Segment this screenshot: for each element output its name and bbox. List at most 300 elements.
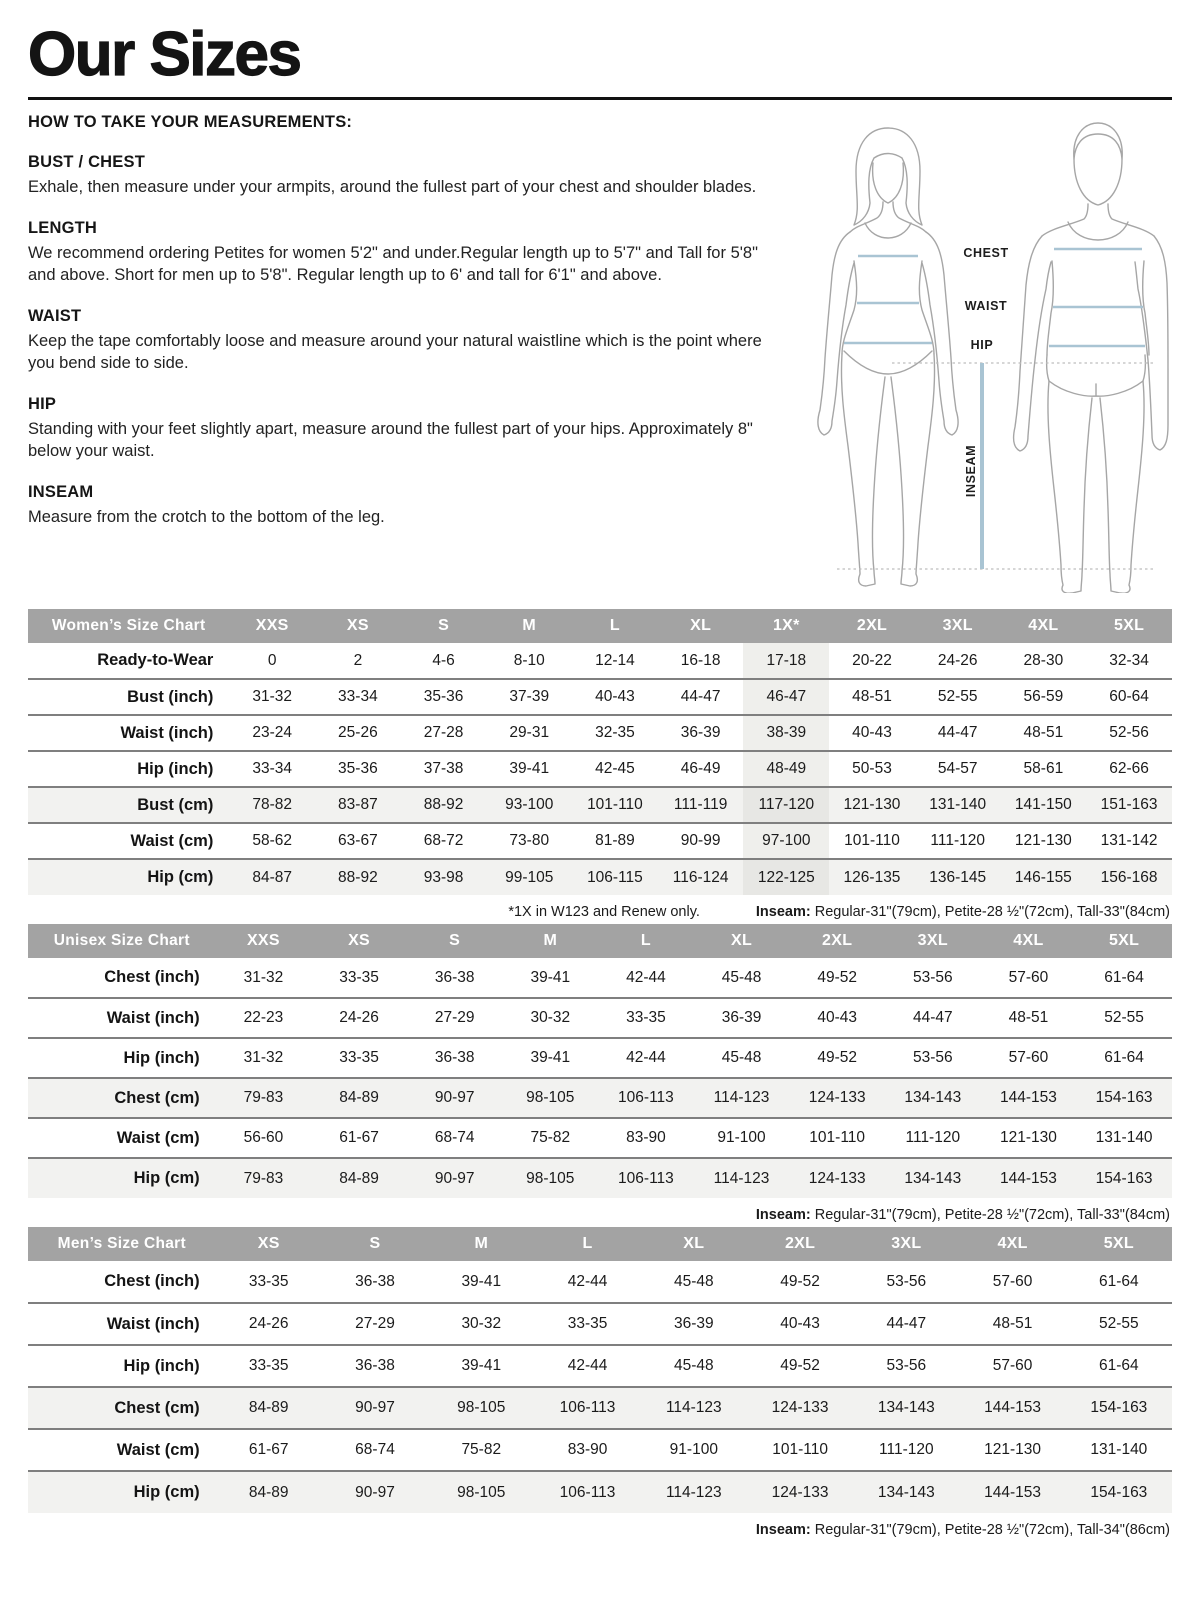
size-cell: 121-130 [843,796,901,813]
header-row [28,1227,1172,1261]
size-cell: 0 [267,651,277,669]
size-cell: 53-56 [886,1357,927,1374]
size-cell: 84-89 [248,1483,289,1501]
size-cell: 144-153 [984,1399,1042,1416]
size-cell: 136-145 [929,868,987,886]
size-cell: 29-31 [509,724,550,741]
column-header: M [502,924,598,958]
woman-hair [854,128,922,225]
size-cell: 36-38 [355,1272,395,1290]
size-cell: 88-92 [423,796,464,813]
size-cell: 68-74 [434,1129,475,1146]
unisex-footnote [28,1207,1170,1227]
size-cell: 111-120 [905,1129,961,1146]
woman-tank-neckline [865,223,911,238]
column-header: XS [216,1227,322,1261]
man-figure [1014,123,1168,593]
size-cell: 36-38 [434,1049,475,1066]
size-cell: 131-142 [1100,832,1158,849]
size-cell: 121-130 [999,1129,1057,1146]
size-cell: 33-35 [567,1315,608,1332]
size-cell: 83-87 [338,796,378,813]
size-cell: 33-35 [248,1357,289,1374]
size-cell: 39-41 [461,1357,502,1374]
size-cell: 78-82 [252,796,293,813]
section-body: We recommend ordering Petites for women 5'2" and under.Regular length up to 5'7" and Tall for 5'8" and above. Short for men up to 5'8". Regular length up to 6' and tall for 6'1" and above. [28,244,758,284]
size-cell: 44-47 [937,724,978,741]
table-row [28,715,1172,751]
size-cell: 121-130 [1014,832,1072,849]
size-cell: 106-113 [559,1399,616,1416]
size-cell: 88-92 [338,868,378,886]
size-cell: 45-48 [721,968,762,986]
size-cell: 73-80 [509,832,550,849]
column-header: 4XL [1001,609,1087,643]
row-label: Hip (cm) [147,868,214,886]
size-cell: 35-36 [423,688,464,705]
column-header: 4XL [959,1227,1065,1261]
header-row [28,924,1172,958]
size-cell: 8-10 [513,651,545,669]
table-row [28,1429,1172,1471]
size-cell: 61-64 [1099,1357,1139,1374]
size-cell: 44-47 [912,1009,953,1026]
size-cell: 124-133 [771,1483,829,1501]
size-cell: 33-34 [338,688,378,705]
size-cell: 44-47 [886,1315,927,1332]
women-footnote [28,904,1170,924]
size-cell: 52-56 [1109,724,1149,741]
row-label: Waist (inch) [106,1314,200,1333]
top-section [28,113,1172,593]
column-header: S [401,609,487,643]
table-row [28,679,1172,715]
size-cell: 91-100 [717,1129,766,1146]
size-cell: 24-26 [248,1315,289,1332]
size-cell: 154-163 [1090,1483,1148,1501]
size-cell: 17-18 [743,643,829,679]
size-cell: 151-163 [1100,796,1158,813]
size-cell: 121-130 [984,1441,1042,1458]
size-cell: 68-74 [355,1441,395,1458]
size-cell: 2 [353,651,363,669]
size-cell: 39-41 [530,968,571,986]
table-row [28,1471,1172,1513]
table-title: Men’s Size Chart [28,1227,216,1261]
column-header: 2XL [789,924,885,958]
size-cell: 39-41 [530,1049,571,1066]
table-row [28,1118,1172,1158]
man-right-leg [1100,381,1144,593]
size-cell: 62-66 [1109,760,1149,777]
size-cell: 48-51 [1023,724,1064,741]
table-row [28,823,1172,859]
size-cell: 49-52 [780,1357,820,1374]
size-cell: 56-60 [243,1129,284,1146]
man-right-arm [1135,236,1168,450]
size-cell: 20-22 [852,651,892,669]
size-cell: 83-90 [626,1129,666,1146]
size-cell: 23-24 [252,724,293,741]
size-cell: 12-14 [595,651,635,669]
row-label: Hip (cm) [133,1483,200,1501]
size-cell: 53-56 [912,968,953,986]
table-row [28,1345,1172,1387]
size-cell: 49-52 [780,1272,820,1290]
size-cell: 61-64 [1104,1049,1144,1066]
man-left-leg [1048,381,1092,593]
size-cell: 40-43 [780,1315,820,1332]
size-cell: 98-105 [526,1089,575,1106]
row-label: Waist (cm) [116,1128,200,1147]
women-size-chart-section [28,609,1172,924]
woman-torso [842,261,934,354]
size-cell: 36-38 [355,1357,395,1374]
size-cell: 90-97 [355,1483,395,1501]
size-cell: 68-72 [423,832,464,849]
size-cell: 131-140 [929,796,987,813]
size-cell: 30-32 [461,1315,502,1332]
size-cell: 42-44 [626,1049,666,1066]
size-cell: 134-143 [904,1169,962,1187]
row-label: Bust (inch) [127,687,214,706]
row-label: Chest (inch) [104,1272,200,1290]
size-cell: 146-155 [1014,868,1072,886]
section-body: Measure from the crotch to the bottom of the leg. [28,508,385,527]
woman-face [873,163,904,203]
size-cell: 27-29 [434,1009,475,1026]
size-cell: 48-51 [992,1315,1033,1332]
man-left-arm [1014,236,1051,451]
size-cell: 36-39 [680,724,721,741]
woman-right-leg [891,354,935,586]
body-measurement-illustration [780,113,1172,593]
size-cell: 84-89 [339,1169,379,1187]
size-cell: 40-43 [817,1009,857,1026]
size-cell: 154-163 [1090,1399,1148,1416]
column-header: XL [694,924,790,958]
size-cell: 61-67 [339,1129,379,1146]
size-cell: 114-123 [713,1089,770,1106]
size-cell: 114-123 [713,1169,770,1187]
inseam-note: Inseam: Regular-31"(79cm), Petite-28 ½"(72cm), Tall-34"(86cm) [755,1522,1170,1538]
table-row [28,1158,1172,1198]
size-cell: 53-56 [912,1049,953,1066]
size-cell: 48-51 [852,688,892,705]
size-cell: 57-60 [992,1272,1033,1290]
size-cell: 42-44 [626,968,666,986]
table-row [28,1303,1172,1345]
size-cell: 156-168 [1100,868,1158,886]
table-row [28,1387,1172,1429]
size-cell: 84-87 [252,868,293,886]
size-cell: 46-47 [743,679,829,715]
size-cell: 39-41 [509,760,550,777]
row-label: Chest (cm) [114,1398,200,1417]
size-cell: 22-23 [243,1009,284,1026]
column-header: XS [315,609,401,643]
size-cell: 61-64 [1104,968,1144,986]
size-cell: 37-38 [423,760,464,777]
size-cell: 114-123 [665,1399,722,1416]
size-cell: 33-35 [626,1009,666,1026]
size-cell: 32-34 [1109,651,1149,669]
size-cell: 98-105 [526,1169,575,1187]
size-cell: 37-39 [509,688,550,705]
size-cell: 45-48 [721,1049,762,1066]
size-cell: 114-123 [665,1483,722,1501]
size-cell: 106-115 [587,868,643,886]
section-body: Standing with your feet slightly apart, measure around the fullest part of your hips. Approximately 8" below your waist. [28,420,753,460]
size-cell: 35-36 [338,760,378,777]
size-cell: 27-28 [423,724,464,741]
size-cell: 52-55 [1099,1315,1139,1332]
column-header: XXS [216,924,312,958]
table-row [28,1038,1172,1078]
size-cell: 144-153 [984,1483,1042,1501]
size-cell: 144-153 [999,1169,1057,1187]
size-cell: 93-100 [505,796,554,813]
size-cell: 49-52 [817,1049,857,1066]
size-cell: 131-140 [1095,1129,1153,1146]
inseam-label: INSEAM [964,444,978,498]
column-header: 5XL [1076,924,1172,958]
size-cell: 56-59 [1023,688,1064,705]
size-cell: 79-83 [243,1169,284,1187]
hip-label: HIP [970,338,994,352]
section-inseam [28,483,772,528]
size-cell: 111-120 [879,1441,934,1458]
size-cell: 44-47 [680,688,721,705]
size-cell: 33-35 [339,968,379,986]
size-cell: 90-97 [355,1399,395,1416]
column-header: 4XL [981,924,1077,958]
table-row [28,958,1172,998]
row-label: Hip (inch) [123,1048,200,1067]
row-label: Waist (cm) [130,831,214,850]
size-cell: 75-82 [461,1441,502,1458]
size-cell: 90-99 [680,832,721,849]
size-cell: 39-41 [461,1272,502,1290]
size-cell: 33-35 [248,1272,289,1290]
column-header: XS [311,924,407,958]
section-title: INSEAM [28,483,94,502]
column-header: XXS [229,609,315,643]
size-cell: 33-34 [252,760,293,777]
size-cell: 98-105 [457,1399,506,1416]
men-size-chart-section [28,1227,1172,1542]
size-cell: 124-133 [771,1399,829,1416]
size-cell: 24-26 [937,651,978,669]
table-title: Women’s Size Chart [28,609,229,643]
table-title: Unisex Size Chart [28,924,216,958]
size-cell: 25-26 [338,724,378,741]
row-label: Chest (cm) [114,1088,200,1107]
size-cell: 52-55 [937,688,978,705]
row-label: Hip (inch) [123,1356,200,1375]
woman-right-arm [922,232,958,435]
size-cell: 24-26 [339,1009,379,1026]
size-cell: 141-150 [1014,796,1072,813]
man-face [1074,159,1122,205]
column-header: 3XL [885,924,981,958]
size-cell: 90-97 [434,1089,475,1106]
unisex-size-table [28,924,1172,1198]
size-cell: 90-97 [434,1169,475,1187]
woman-figure [818,128,958,586]
size-cell: 28-30 [1023,651,1064,669]
man-hair [1074,123,1122,159]
row-label: Bust (cm) [137,795,214,814]
size-cell: 154-163 [1095,1089,1153,1106]
man-tank-neckline [1068,222,1128,240]
size-cell: 101-110 [772,1441,828,1458]
size-cell: 30-32 [530,1009,571,1026]
size-cell: 122-125 [743,859,829,895]
row-label: Waist (inch) [120,723,214,742]
men-size-table [28,1227,1172,1513]
table-row [28,859,1172,895]
size-cell: 106-113 [618,1169,674,1187]
asterisk-note: *1X in W123 and Renew only. [508,904,700,920]
size-cell: 124-133 [808,1089,866,1106]
size-cell: 84-89 [339,1089,379,1106]
row-label: Hip (cm) [133,1169,200,1187]
row-label: Waist (cm) [116,1440,200,1459]
size-cell: 36-38 [434,968,475,986]
size-cell: 31-32 [243,1049,284,1066]
row-label: Waist (inch) [106,1008,200,1027]
column-header: XL [641,1227,747,1261]
size-cell: 101-110 [844,832,900,849]
size-cell: 134-143 [877,1399,935,1416]
size-cell: 101-110 [809,1129,866,1146]
size-cell: 144-153 [999,1089,1057,1106]
size-cell: 57-60 [1008,1049,1049,1066]
size-cell: 134-143 [904,1089,962,1106]
table-row [28,787,1172,823]
man-shorts [1047,355,1146,396]
column-header: 1X* [743,609,829,643]
column-header: 3XL [915,609,1001,643]
size-cell: 63-67 [338,832,378,849]
size-cell: 61-67 [248,1441,289,1458]
section-title: HIP [28,395,57,414]
section-body: Keep the tape comfortably loose and measure around your natural waistline which is the point where you bend side to side. [28,332,762,372]
section-title: LENGTH [28,219,98,238]
column-header: S [407,924,503,958]
inseam-note: Inseam: Regular-31"(79cm), Petite-28 ½"(72cm), Tall-33"(84cm) [755,904,1170,920]
size-cell: 31-32 [243,968,284,986]
women-size-table [28,609,1172,895]
size-cell: 117-120 [743,787,829,823]
title-divider [28,97,1172,100]
size-cell: 53-56 [886,1272,927,1290]
size-cell: 42-44 [567,1357,608,1374]
size-cell: 83-90 [567,1441,608,1458]
size-cell: 106-113 [618,1089,674,1106]
size-cell: 54-57 [937,760,978,777]
size-cell: 16-18 [680,651,721,669]
table-row [28,643,1172,679]
column-header: 3XL [853,1227,959,1261]
size-cell: 42-45 [595,760,635,777]
size-cell: 46-49 [680,760,721,777]
size-cell: 106-113 [559,1483,616,1501]
size-cell: 97-100 [743,823,829,859]
column-header: M [428,1227,534,1261]
size-cell: 32-35 [595,724,635,741]
section-title: BUST / CHEST [28,153,145,171]
table-row [28,998,1172,1038]
size-cell: 31-32 [252,688,293,705]
size-cell: 98-105 [457,1483,506,1501]
waist-label: WAIST [964,299,1008,313]
size-cell: 36-39 [721,1009,762,1026]
size-cell: 131-140 [1090,1441,1148,1458]
size-cell: 52-55 [1104,1009,1144,1026]
men-footnote [28,1522,1170,1542]
woman-neck-shoulders [850,202,926,232]
size-cell: 124-133 [808,1169,866,1187]
size-cell: 48-49 [743,751,829,787]
size-cell: 134-143 [877,1483,935,1501]
woman-left-arm [818,232,854,435]
size-cell: 79-83 [243,1089,284,1106]
column-header: 5XL [1086,609,1172,643]
size-cell: 126-135 [843,868,901,886]
size-cell: 84-89 [248,1399,289,1416]
size-cell: 38-39 [743,715,829,751]
size-cell: 60-64 [1109,688,1149,705]
row-label: Ready-to-Wear [97,651,214,669]
measurement-instructions [28,113,780,593]
section-body: Exhale, then measure under your armpits, around the fullest part of your chest and shoulder blades. [28,178,757,196]
woman-hip-line [844,351,932,374]
size-cell: 40-43 [852,724,892,741]
size-cell: 4-6 [432,651,455,669]
column-header: 2XL [829,609,915,643]
measurement-diagram [780,113,1172,593]
size-tables [28,609,1172,1542]
size-cell: 111-119 [673,796,728,813]
size-cell: 111-120 [930,832,985,849]
size-cell: 93-98 [423,868,464,886]
size-cell: 81-89 [595,832,635,849]
column-header: M [486,609,572,643]
chest-label: CHEST [963,246,1009,260]
man-neck-shoulders [1042,204,1154,236]
size-cell: 99-105 [505,868,554,886]
inseam-note: Inseam: Regular-31"(79cm), Petite-28 ½"(72cm), Tall-33"(84cm) [755,1207,1170,1223]
size-cell: 40-43 [595,688,635,705]
size-cell: 36-39 [673,1315,714,1332]
column-header: L [598,924,694,958]
size-cell: 154-163 [1095,1169,1153,1187]
size-cell: 45-48 [673,1357,714,1374]
size-cell: 50-53 [852,760,892,777]
column-header: L [534,1227,640,1261]
column-header: XL [658,609,744,643]
size-cell: 45-48 [673,1272,714,1290]
column-header: 5XL [1066,1227,1172,1261]
column-header: S [322,1227,428,1261]
page-title: Our Sizes [28,20,301,89]
row-label: Hip (inch) [137,759,214,778]
column-header: 2XL [747,1227,853,1261]
instructions-heading: HOW TO TAKE YOUR MEASUREMENTS: [28,113,353,131]
woman-left-leg [841,354,885,586]
